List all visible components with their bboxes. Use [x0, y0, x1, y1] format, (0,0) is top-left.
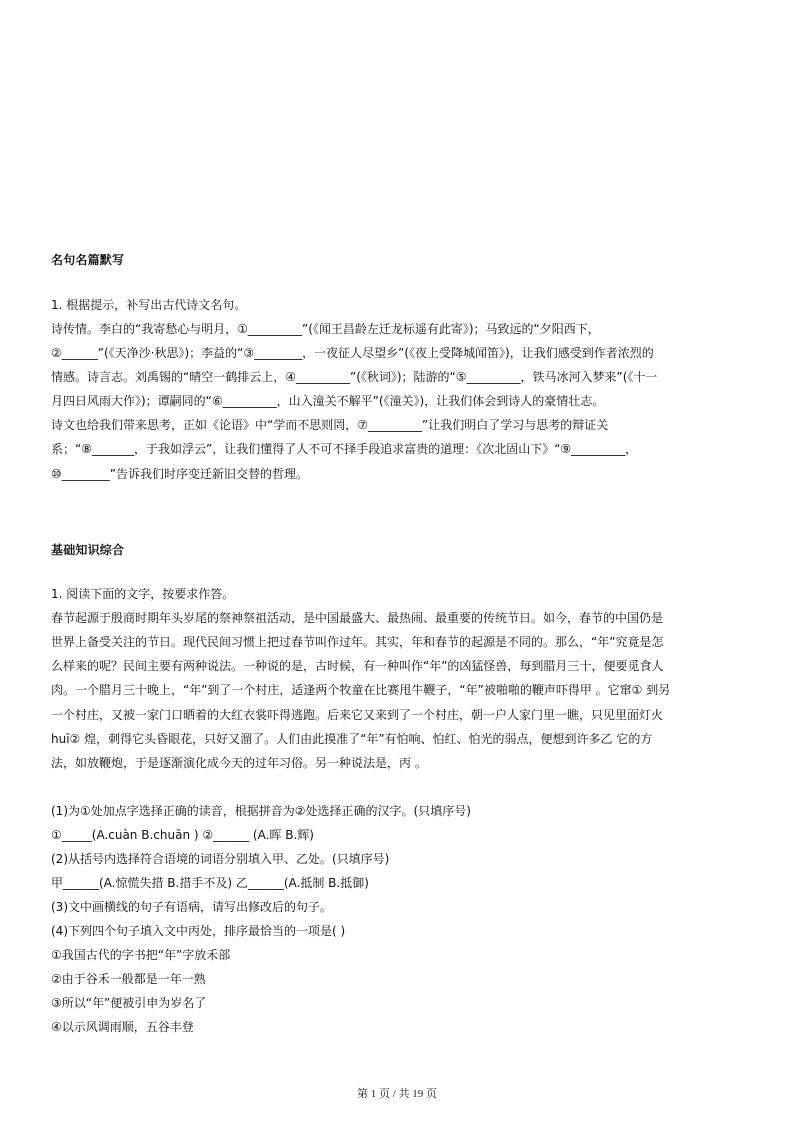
question-line: 甲______(A.惊慌失措 B.措手不及) 乙______(A.抵制 B.抵御) — [51, 876, 369, 890]
section2-line: 法，如放鞭炮，于是逐渐演化成今天的过年习俗。另一种说法是，丙 。 — [51, 756, 427, 770]
section1-line: 月四日风雨大作》)；谭嗣同的“⑥_________，山入潼关不解平”(《潼关》)，让我们体会到诗人的豪情壮志。 — [51, 394, 605, 408]
section1-line: 诗传情。李白的“我寄愁心与明月，①_________”(《闻王昌龄左迁龙标遥有此寄》)；马致远的“夕阳西下， — [51, 322, 600, 336]
section-title-jichu: 基础知识综合 — [51, 543, 125, 557]
section1-line: 1. 根据提示，补写出古代诗文名句。 — [51, 298, 247, 312]
section-title-mingju: 名句名篇默写 — [51, 253, 125, 267]
question-line: (2)从括号内选择符合语境的词语分别填入甲、乙处。(只填序号) — [51, 852, 390, 866]
section2-line: 一个村庄，又被一家门口晒着的大红衣裳吓得逃跑。后来它又来到了一个村庄，朝一户人家门里一瞧，只见里面灯火 — [51, 708, 664, 722]
section2-line: 春节起源于殷商时期年头岁尾的祭神祭祖活动，是中国最盛大、最热闹、最重要的传统节日。如今，春节的中国仍是 — [51, 611, 664, 625]
section2-line: 肉。一个腊月三十晚上，“年”到了一个村庄，适逢两个牧童在比赛甩牛鞭子，“年”被啪啪的鞭声吓得甲 。它窜① 到另 — [51, 683, 671, 697]
section2-line: 世界上备受关注的节日。现代民间习惯上把过春节叫作过年。其实，年和春节的起源是不同的。那么，“年”究竟是怎 — [51, 635, 664, 649]
section2-line: huī② 煌，刺得它头昏眼花，只好又溜了。人们由此摸准了“年”有怕响、怕红、怕光的弱点，便想到许多乙 它的方 — [51, 732, 653, 746]
option-line: ②由于谷禾一般都是一年一熟 — [51, 972, 206, 986]
option-line: ④以示风调雨顺，五谷丰登 — [51, 1020, 194, 1034]
section1-line: 系；“⑧_______，于我如浮云”，让我们懂得了人不可不择手段追求富贵的道理：《次北固山下》“⑨_________， — [51, 442, 638, 456]
page-footer: 第 1 页 / 共 19 页 — [356, 1088, 438, 1100]
question-line: (3)文中画横线的句子有语病，请写出修改后的句子。 — [51, 900, 333, 914]
question-line: (1)为①处加点字选择正确的读音，根据拼音为②处选择正确的汉字。(只填序号) — [51, 804, 471, 818]
question-line: ①_____(A.cuàn B.chuān ) ②______ (A.晖 B.辉) — [51, 828, 314, 842]
section1-line: ⑩________”告诉我们时序变迁新旧交替的哲理。 — [51, 467, 308, 481]
section2-line: 1. 阅读下面的文字，按要求作答。 — [51, 587, 235, 601]
option-line: ①我国古代的字书把“年”字放禾部 — [51, 948, 231, 962]
section2-line: 么样来的呢？民间主要有两种说法。一种说的是，古时候，有一种叫作“年”的凶猛怪兽，每到腊月三十，便要觅食人 — [51, 659, 664, 673]
section1-line: ②______”(《天净沙·秋思》)；李益的“③________，一夜征人尽望乡”(《夜上受降城闻笛》)，让我们感受到作者浓烈的 — [51, 346, 654, 360]
section1-line: 诗文也给我们带来思考，正如《论语》中“学而不思则罔，⑦_________”让我们明白了学习与思考的辩证关 — [51, 418, 609, 432]
section1-line: 情感。诗言志。刘禹锡的“晴空一鹤排云上，④_________”(《秋词》)；陆游的“⑤_________，铁马冰河入梦来”(《十一 — [51, 370, 658, 384]
option-line: ③所以“年”便被引申为岁名了 — [51, 996, 207, 1010]
question-line: (4)下列四个句子填入文中丙处，排序最恰当的一项是( ) — [51, 924, 346, 938]
